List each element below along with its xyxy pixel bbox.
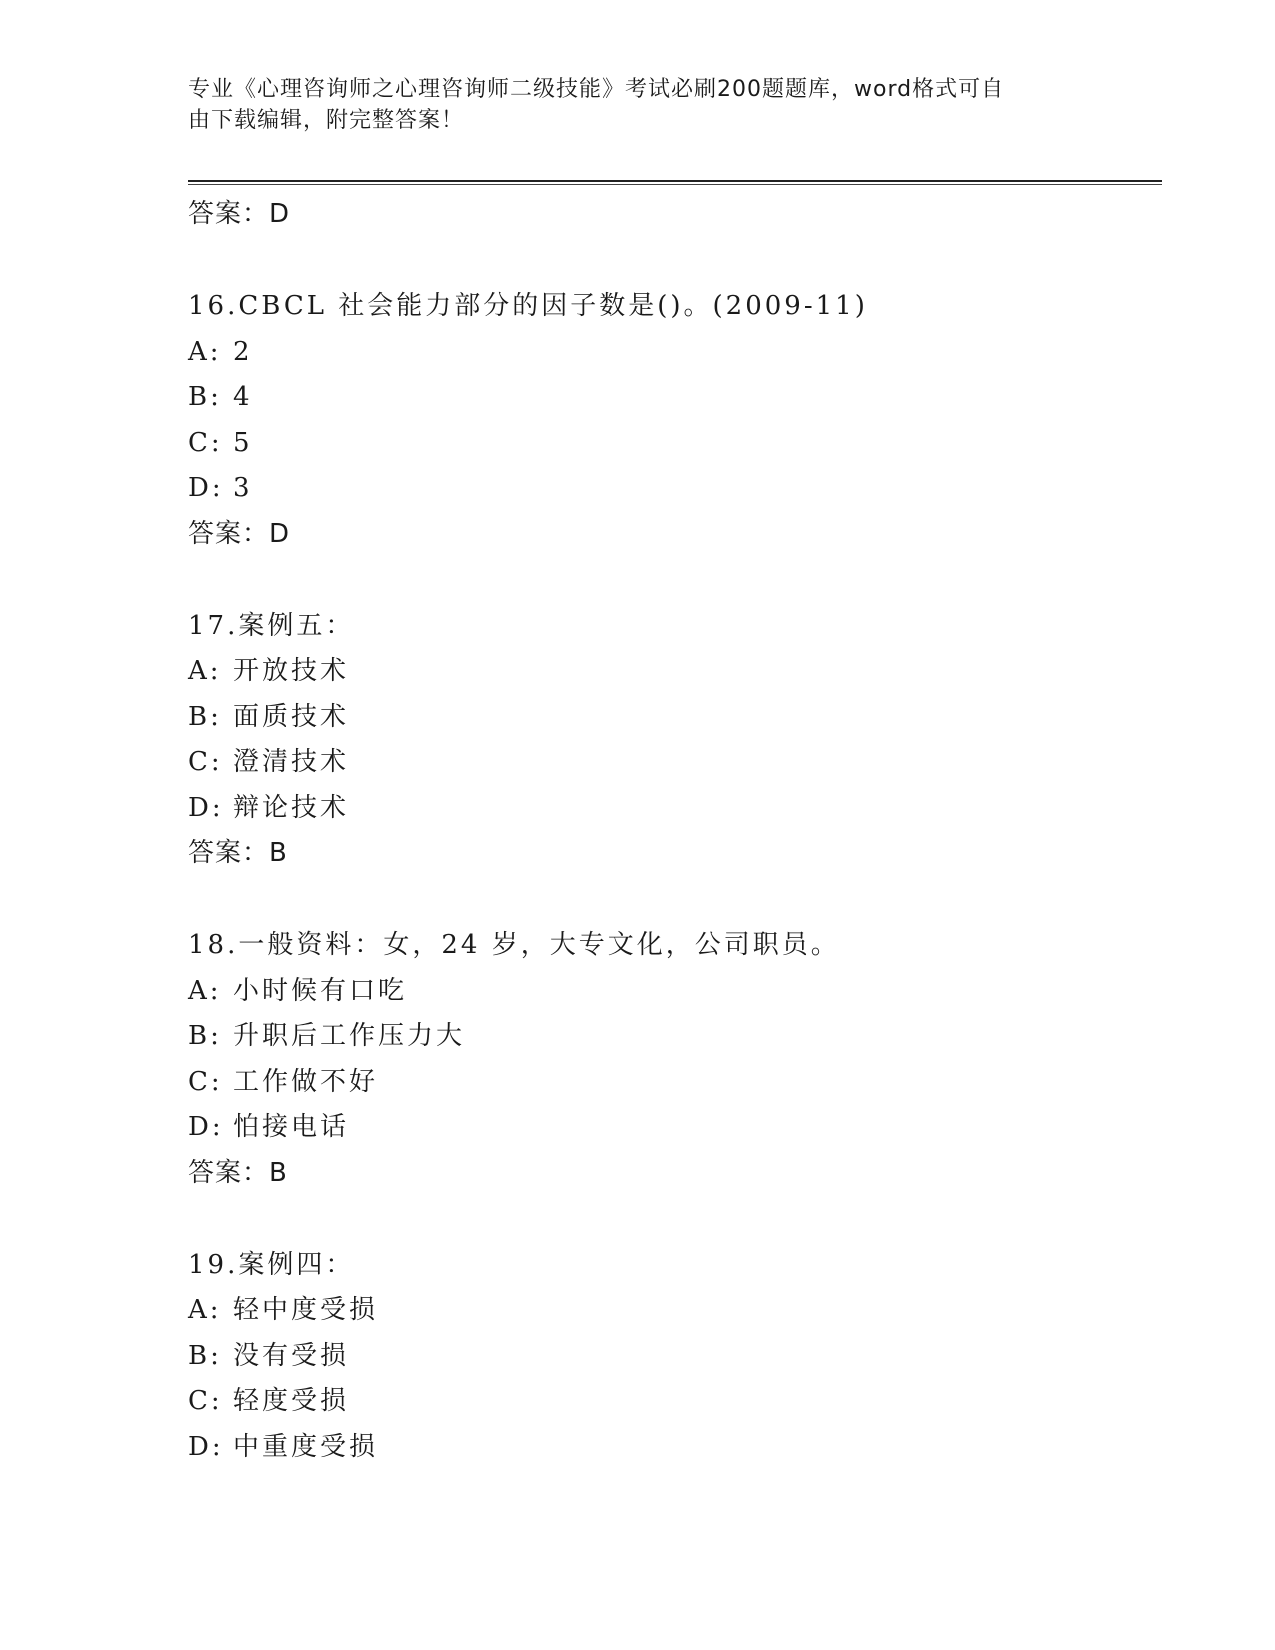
- option-key: A:: [188, 336, 222, 367]
- option-key: D:: [188, 1431, 224, 1462]
- question-list: [188, 192, 1162, 1470]
- option-d: [188, 466, 1162, 512]
- option-a: [188, 969, 1162, 1015]
- option-d: [188, 1105, 1162, 1151]
- option-text: 怕接电话: [233, 1112, 350, 1142]
- option-key: D:: [188, 1112, 224, 1142]
- option-text: 没有受损: [233, 1340, 350, 1371]
- header-divider-thin: [188, 184, 1162, 185]
- option-a: [188, 330, 1162, 376]
- option-b: [188, 1334, 1162, 1380]
- option-key: B:: [188, 1021, 222, 1051]
- question-18: [188, 923, 1162, 1196]
- option-text: 2: [233, 336, 253, 367]
- option-key: C:: [188, 1386, 223, 1416]
- previous-answer: 答案：D: [188, 199, 291, 229]
- option-text: 面质技术: [233, 701, 350, 732]
- question-stem: 19.案例四：: [188, 1249, 355, 1280]
- option-d: [188, 786, 1162, 832]
- option-text: 升职后工作压力大: [233, 1021, 466, 1051]
- question-19: [188, 1243, 1162, 1471]
- option-a: [188, 649, 1162, 695]
- answer-line: 答案：D: [188, 518, 291, 549]
- option-text: 4: [233, 382, 253, 412]
- header-divider-thick: [188, 180, 1162, 182]
- option-b: [188, 1014, 1162, 1060]
- option-text: 开放技术: [233, 656, 350, 686]
- option-text: 澄清技术: [233, 747, 350, 777]
- option-key: C:: [188, 747, 223, 777]
- option-c: [188, 1379, 1162, 1425]
- answer-line: 答案：B: [188, 838, 288, 868]
- option-text: 辩论技术: [233, 792, 350, 823]
- option-key: B:: [188, 1340, 222, 1371]
- question-stem: 16.CBCL 社会能力部分的因子数是()。(2009-11): [188, 291, 868, 321]
- question-stem: 18.一般资料：女，24 岁，大专文化，公司职员。: [188, 930, 840, 960]
- header-line-1: 专业《心理咨询师之心理咨询师二级技能》考试必刷200题题库，word格式可自: [188, 77, 1005, 102]
- option-key: A:: [188, 1295, 222, 1325]
- option-d: [188, 1425, 1162, 1471]
- option-text: 工作做不好: [233, 1066, 379, 1097]
- option-b: [188, 375, 1162, 421]
- option-key: C:: [188, 427, 223, 458]
- option-b: [188, 695, 1162, 741]
- option-text: 5: [233, 427, 253, 458]
- option-c: [188, 421, 1162, 467]
- option-key: B:: [188, 382, 222, 412]
- option-c: [188, 1060, 1162, 1106]
- option-text: 中重度受损: [233, 1431, 379, 1462]
- option-key: A:: [188, 656, 222, 686]
- option-text: 轻中度受损: [233, 1295, 379, 1325]
- option-text: 轻度受损: [233, 1386, 350, 1416]
- answer-line: 答案：B: [188, 1157, 288, 1188]
- option-c: [188, 740, 1162, 786]
- option-key: D:: [188, 473, 224, 503]
- option-key: B:: [188, 701, 222, 732]
- option-key: A:: [188, 975, 222, 1006]
- option-text: 小时候有口吃: [233, 975, 408, 1006]
- question-17: [188, 604, 1162, 877]
- question-stem: 17.案例五：: [188, 610, 355, 641]
- header-line-2: 由下载编辑，附完整答案！: [188, 108, 465, 133]
- page-header: [188, 74, 1068, 136]
- option-text: 3: [233, 473, 253, 503]
- option-key: D:: [188, 792, 224, 823]
- option-key: C:: [188, 1066, 223, 1097]
- question-16: [188, 284, 1162, 557]
- option-a: [188, 1288, 1162, 1334]
